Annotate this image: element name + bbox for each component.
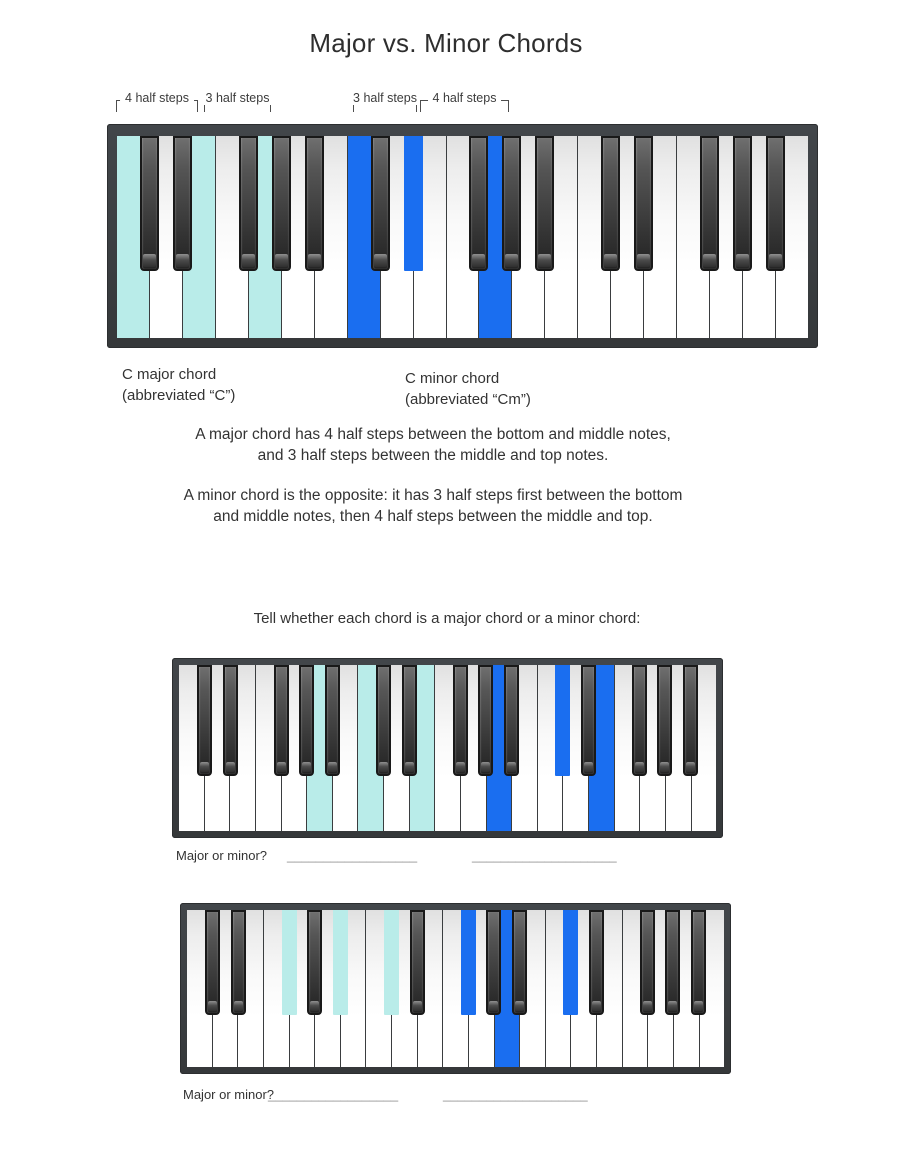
example-keyboard [107, 124, 818, 348]
interval-bracket-label: 3 half steps [348, 91, 422, 105]
black-key-As3 [766, 136, 785, 271]
answer-blank-1a: __________________ [287, 848, 418, 863]
quiz-instruction: Tell whether each chord is a major chord or a minor chord: [253, 610, 641, 627]
black-key-Fs1 [239, 136, 258, 271]
c-major-chord-label [122, 364, 235, 406]
black-key-Ds3 [589, 910, 604, 1015]
black-key-Cs3 [601, 136, 620, 271]
keys-area [117, 136, 808, 338]
black-key-As1 [325, 665, 340, 776]
explanation-major-line-2: and 3 half steps between the middle and top notes. [257, 447, 609, 464]
black-key-Ds1 [231, 910, 246, 1015]
black-key-As2 [512, 910, 527, 1015]
black-key-Fs1 [274, 665, 289, 776]
quiz-question-2-label: Major or minor? [183, 1087, 275, 1102]
explanation-minor-line-2: and middle notes, then 4 half steps between the middle and top. [213, 508, 653, 525]
black-key-As1 [305, 136, 324, 271]
interval-bracket-1 [116, 91, 198, 112]
black-key-As2 [535, 136, 554, 271]
black-key-Ds2 [402, 665, 417, 776]
black-key-Fs3 [700, 136, 719, 271]
interval-bracket-4 [420, 91, 509, 112]
black-key-Gs3 [733, 136, 752, 271]
black-key-Gs3 [657, 665, 672, 776]
black-key-As3 [683, 665, 698, 776]
black-key-Cs2 [371, 136, 390, 271]
black-key-Ds3 [581, 665, 596, 776]
answer-blank-2a: __________________ [268, 1087, 399, 1102]
page-title: Major vs. Minor Chords [309, 28, 583, 58]
black-key-As2 [504, 665, 519, 776]
black-key-Gs1 [299, 665, 314, 776]
black-key-Ds2 [410, 910, 425, 1015]
black-key-Fs2 [453, 665, 468, 776]
explanation-minor-line-1: A minor chord is the opposite: it has 3 half steps first between the bottom [183, 487, 683, 504]
black-key-Cs2 [376, 665, 391, 776]
quiz-question-1-label: Major or minor? [176, 848, 268, 863]
black-key-Cs1 [140, 136, 159, 271]
black-key-Gs2 [486, 910, 501, 1015]
c-major-chord-name: C major chord [122, 366, 217, 383]
interval-bracket-label: 4 half steps [428, 91, 502, 105]
c-minor-chord-label [405, 368, 531, 410]
black-key-Ds1 [173, 136, 192, 271]
black-key-Fs3 [632, 665, 647, 776]
black-key-Gs2 [502, 136, 521, 271]
black-key-Cs3 [563, 910, 578, 1015]
interval-bracket-2 [204, 91, 271, 112]
c-minor-chord-name: C minor chord [405, 370, 500, 387]
black-key-As1 [333, 910, 348, 1015]
black-key-Ds3 [634, 136, 653, 271]
c-major-chord-abbr: (abbreviated “C”) [122, 387, 236, 404]
black-key-Fs2 [469, 136, 488, 271]
explanation-major-line-1: A major chord has 4 half steps between the bottom and middle notes, [195, 426, 671, 443]
black-key-Ds2 [404, 136, 423, 271]
black-key-Fs1 [282, 910, 297, 1015]
keys-area [179, 665, 716, 831]
black-key-Gs1 [272, 136, 291, 271]
keys-area [187, 910, 724, 1067]
interval-bracket-label: 3 half steps [201, 91, 275, 105]
interval-bracket-3 [353, 91, 417, 112]
quiz-keyboard-2 [180, 903, 731, 1074]
black-key-Cs1 [197, 665, 212, 776]
black-key-Gs2 [478, 665, 493, 776]
interval-bracket-label: 4 half steps [120, 91, 194, 105]
answer-blank-1b: ____________________ [472, 848, 617, 863]
black-key-Gs3 [665, 910, 680, 1015]
black-key-Fs3 [640, 910, 655, 1015]
black-key-Cs2 [384, 910, 399, 1015]
black-key-Fs2 [461, 910, 476, 1015]
answer-blank-2b: ____________________ [443, 1087, 588, 1102]
c-minor-chord-abbr: (abbreviated “Cm”) [405, 391, 531, 408]
black-key-Gs1 [307, 910, 322, 1015]
black-key-As3 [691, 910, 706, 1015]
quiz-keyboard-1 [172, 658, 723, 838]
black-key-Cs3 [555, 665, 570, 776]
black-key-Cs1 [205, 910, 220, 1015]
black-key-Ds1 [223, 665, 238, 776]
